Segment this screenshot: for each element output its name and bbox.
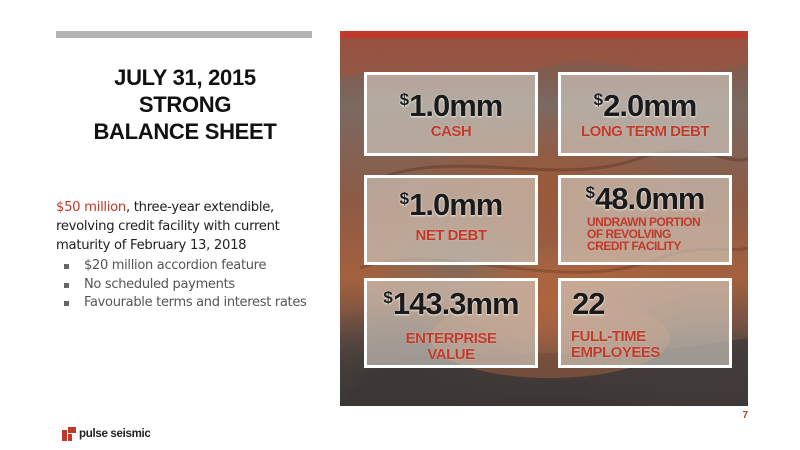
stat-label-line: OF REVOLVING — [587, 227, 671, 241]
photo-top-rule — [340, 31, 748, 38]
stat-card-undrawn-facility — [558, 175, 732, 265]
stat-card-net-debt — [364, 175, 538, 265]
stat-label: CASH — [430, 123, 472, 140]
title-rule — [56, 31, 312, 38]
square-bullet-icon — [64, 301, 69, 306]
stat-card-enterprise-value — [364, 278, 538, 368]
stat-card-long-term-debt — [558, 72, 732, 156]
slide-title — [60, 64, 310, 145]
stat-value: $1.0mm — [399, 187, 503, 222]
bullet-text: No scheduled payments — [84, 276, 235, 292]
pulse-logo-icon — [62, 427, 76, 441]
title-line-3: BALANCE SHEET — [93, 119, 277, 144]
rock-background-photo — [340, 38, 748, 406]
facility-bullets — [56, 257, 331, 313]
bullet-item — [62, 257, 331, 276]
stat-value: $143.3mm — [383, 286, 519, 321]
square-bullet-icon — [64, 283, 69, 288]
stat-card-cash — [364, 72, 538, 156]
stat-label-block — [561, 216, 729, 252]
stat-label-line: ENTERPRISE — [405, 330, 497, 347]
bullet-item — [62, 276, 331, 295]
company-logo — [62, 426, 151, 442]
bullet-text: Favourable terms and interest rates — [84, 295, 307, 310]
stat-label-line: UNDRAWN PORTION — [587, 215, 701, 229]
logo-text: pulse seismic — [79, 428, 151, 440]
stat-card-employees — [558, 278, 732, 368]
title-line-1: JULY 31, 2015 — [114, 65, 256, 90]
facility-amount: $50 million — [56, 200, 126, 215]
stat-label-line: FULL-TIME — [571, 328, 646, 345]
facility-text: , three-year extendible, revolving credit facility with current maturity of February 13, 2018 — [56, 200, 280, 253]
stat-value: $1.0mm — [399, 88, 503, 123]
stat-value: 22 — [572, 286, 605, 321]
stat-label: LONG TERM DEBT — [581, 123, 709, 140]
stat-value: $2.0mm — [593, 88, 697, 123]
stat-value: $48.0mm — [585, 181, 705, 216]
bullet-item — [62, 294, 331, 313]
bullet-text: $20 million accordion feature — [84, 258, 267, 273]
credit-facility-description — [56, 198, 331, 313]
stat-label-line: CREDIT FACILITY — [587, 239, 681, 253]
title-line-2: STRONG — [138, 92, 232, 117]
square-bullet-icon — [64, 264, 69, 269]
stat-label-line: EMPLOYEES — [571, 344, 660, 361]
stat-label: NET DEBT — [415, 227, 487, 244]
stat-label-line: VALUE — [427, 346, 475, 363]
page-number: 7 — [742, 410, 748, 421]
